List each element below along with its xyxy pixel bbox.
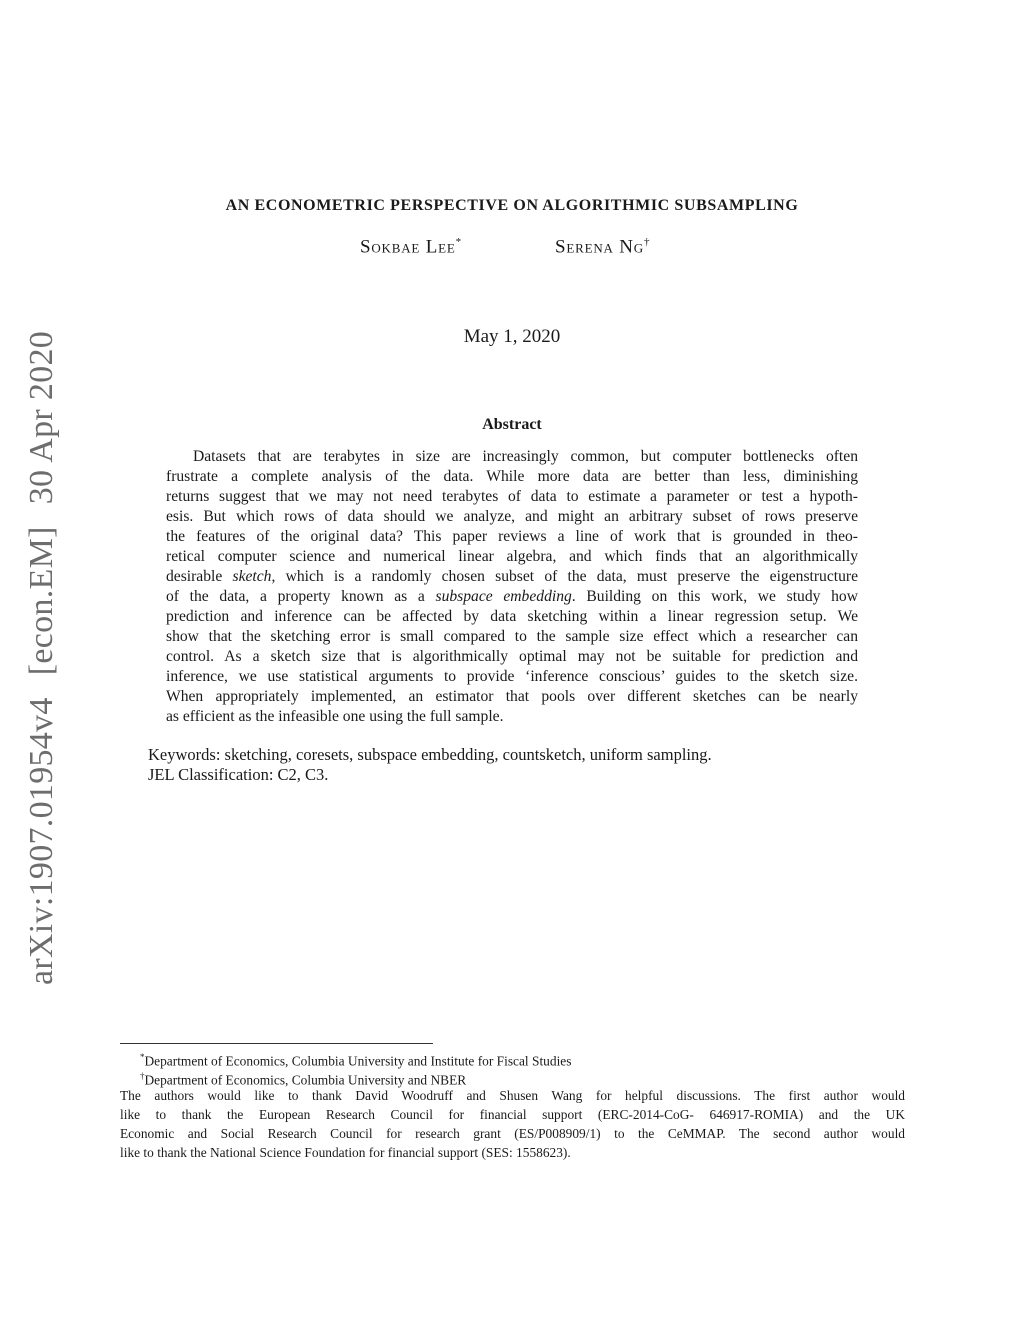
abstract-line: esis. But which rows of data should we analyze, and might an arbitrary subset of rows preserve [166, 508, 858, 525]
paper-title: AN ECONOMETRIC PERSPECTIVE ON ALGORITHMIC SUBSAMPLING [225, 197, 799, 214]
abstract-body [166, 447, 858, 727]
footnote-mark: * [140, 1052, 145, 1062]
footnotes [120, 1048, 905, 1162]
footnote-mark: † [140, 1071, 145, 1081]
keywords: Keywords: sketching, coresets, subspace embedding, countsketch, uniform sampling. [148, 745, 712, 764]
abstract-line: frustrate a complete analysis of the data. While more data are better than less, diminishing [166, 468, 858, 485]
acknowledgement-line: like to thank the National Science Foundation for financial support (SES: 1558623). [120, 1145, 571, 1160]
abstract-line: the features of the original data? This paper reviews a line of work that is grounded in theo- [166, 528, 858, 545]
abstract-line: prediction and inference can be affected by data sketching within a linear regression setup. We [166, 608, 858, 625]
abstract-text: desirable [166, 568, 233, 585]
abstract-line: Datasets that are terabytes in size are increasingly common, but computer bottlenecks often [193, 448, 858, 465]
arxiv-date: 30 Apr 2020 [23, 330, 60, 505]
acknowledgement-line: like to thank the European Research Council for financial support (ERC-2014-CoG- 646917-ROMIA) and the UK [120, 1107, 905, 1122]
abstract-heading: Abstract [482, 416, 542, 433]
footnote-rule [120, 1043, 433, 1044]
abstract-line: inference, we use statistical arguments to provide ‘inference conscious’ guides to the sketch size. [166, 668, 858, 685]
footnote-text: Department of Economics, Columbia University and NBER [144, 1072, 467, 1088]
acknowledgement-line: The authors would like to thank David Woodruff and Shusen Wang for helpful discussions. The first author would [120, 1088, 905, 1103]
abstract-line: show that the sketching error is small compared to the sample size effect which a researcher can [166, 628, 858, 645]
abstract-line: retical computer science and numerical linear algebra, and which finds that an algorithmically [166, 548, 858, 565]
jel-classification: JEL Classification: C2, C3. [148, 765, 329, 784]
author-1 [360, 236, 462, 258]
emphasized-term: sketch [232, 568, 272, 585]
abstract-text: , which is a randomly chosen subset of the data, must preserve the eigenstructure [271, 568, 858, 585]
author-mark: † [643, 236, 651, 248]
author-name: Sokbae Lee [360, 236, 456, 258]
abstract-line: as efficient as the infeasible one using the full sample. [166, 708, 504, 725]
abstract-line [166, 587, 858, 607]
author-name: Serena Ng [555, 236, 644, 258]
arxiv-category: [econ.EM] [23, 526, 60, 676]
arxiv-id: arXiv:1907.01954v4 [23, 697, 60, 986]
acknowledgement-line: Economic and Social Research Council for research grant (ES/P008909/1) to the CeMMAP. The second author would [120, 1126, 905, 1141]
footnote-2 [120, 1067, 905, 1086]
footnote-text: Department of Economics, Columbia University and Institute for Fiscal Studies [144, 1053, 572, 1069]
author-mark: * [455, 236, 462, 248]
paper-date: May 1, 2020 [463, 326, 561, 347]
abstract-line: When appropriately implemented, an estimator that pools over different sketches can be nearly [166, 688, 858, 705]
author-2 [555, 236, 650, 258]
abstract-text: of the data, a property known as a [166, 588, 436, 605]
emphasized-term: subspace embedding [435, 588, 572, 605]
abstract-line [166, 567, 858, 587]
abstract-text: . Building on this work, we study how [571, 588, 858, 605]
abstract-line: returns suggest that we may not need terabytes of data to estimate a parameter or test a hypoth- [166, 488, 858, 505]
abstract-line: control. As a sketch size that is algorithmically optimal may not be suitable for prediction and [166, 648, 858, 665]
footnote-1 [120, 1048, 905, 1067]
